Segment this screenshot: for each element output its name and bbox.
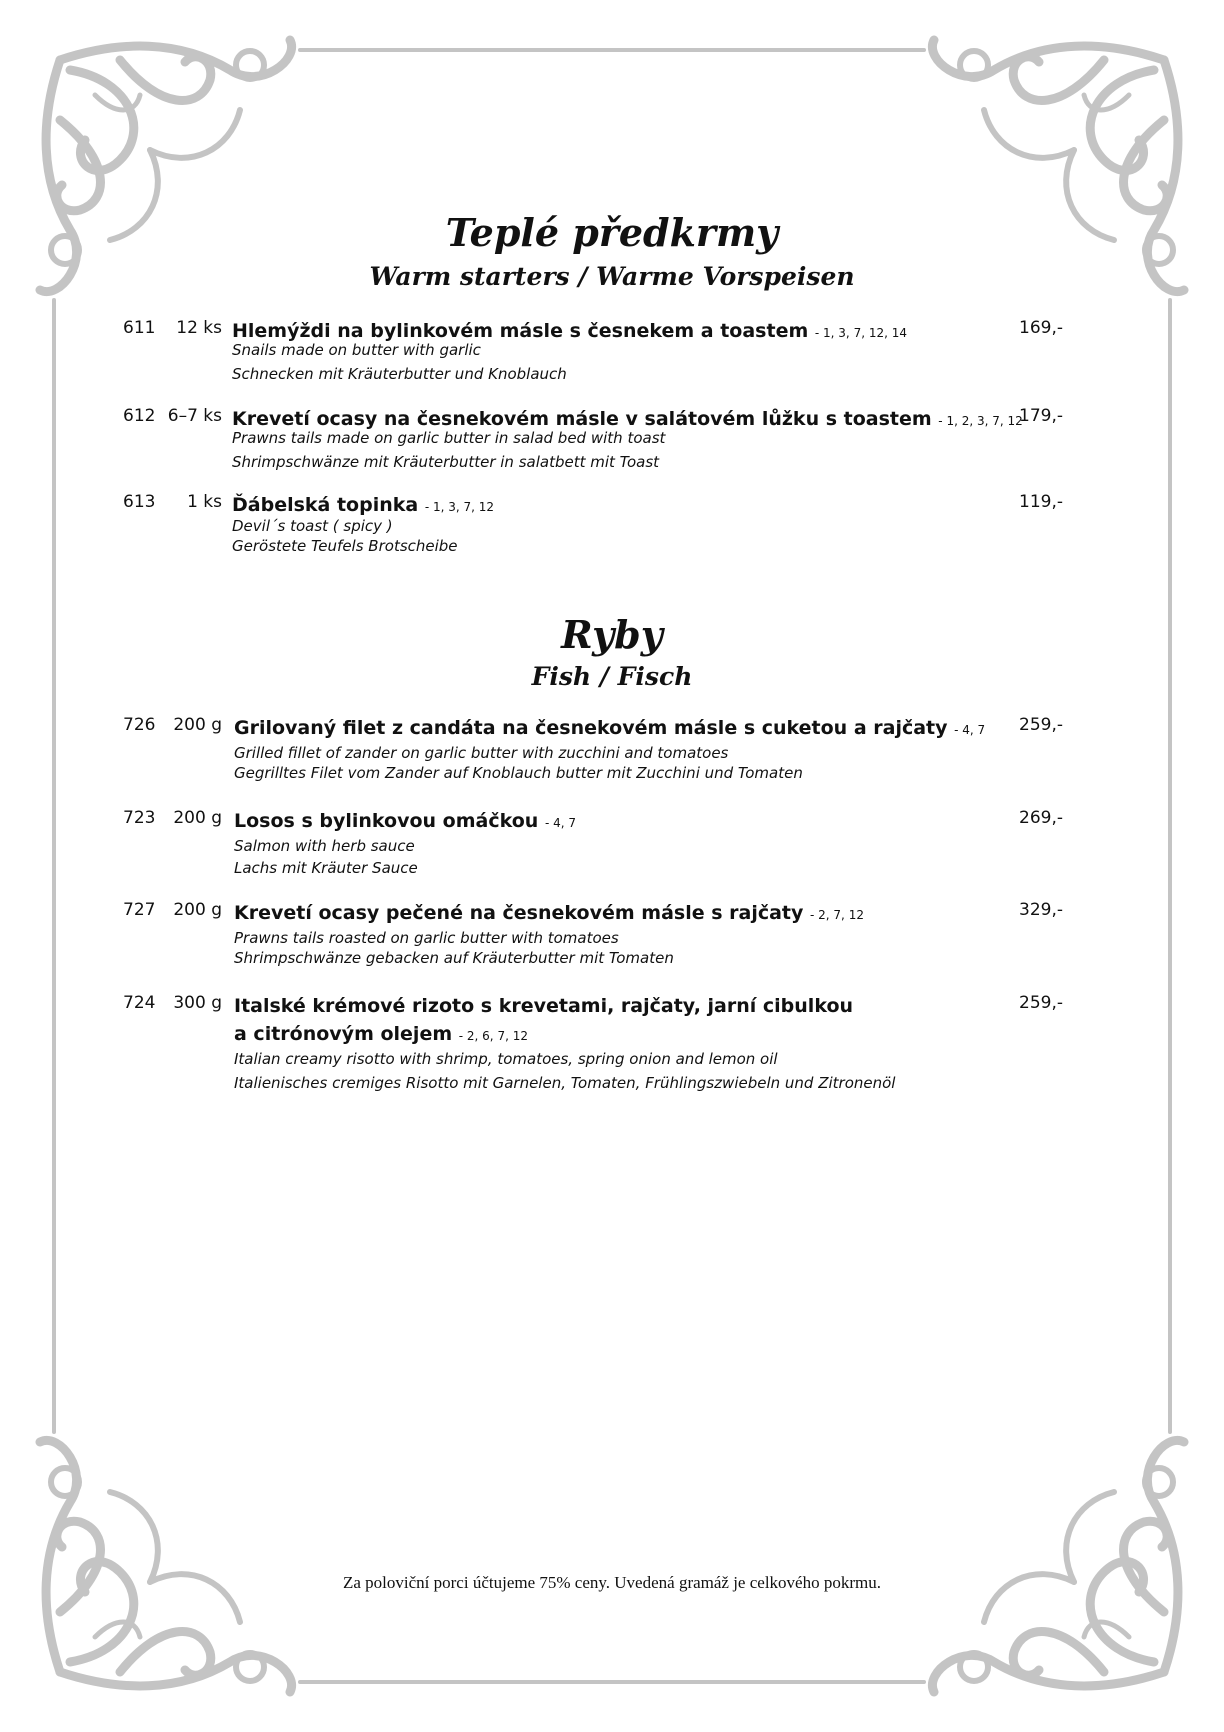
corner-ornament-bottom-right xyxy=(932,1440,1184,1692)
item-name: Krevetí ocasy na česnekovém másle v salátovém lůžku s toastem xyxy=(232,408,932,430)
item-name: Ďábelská topinka xyxy=(232,494,419,516)
item-name-line xyxy=(234,715,985,743)
item-price: 329,- xyxy=(1019,900,1063,920)
item-desc-en: Snails made on butter with garlic xyxy=(232,341,481,359)
item-code: 612 xyxy=(123,406,156,426)
item-name-line xyxy=(234,900,864,928)
item-portion: 1 ks xyxy=(187,492,222,512)
item-allergens: - 4, 7 xyxy=(544,816,576,830)
item-code: 724 xyxy=(123,993,156,1013)
item-code: 723 xyxy=(123,808,156,828)
item-name-continued: a citrónovým olejem xyxy=(234,1023,453,1045)
item-portion: 12 ks xyxy=(176,318,222,338)
item-name: Krevetí ocasy pečené na česnekovém másle s rajčaty xyxy=(234,902,804,924)
item-allergens: - 4, 7 xyxy=(954,723,986,737)
item-portion: 200 g xyxy=(173,715,222,735)
item-portion: 200 g xyxy=(173,808,222,828)
item-name: Hlemýždi na bylinkovém másle s česnekem a toastem xyxy=(232,320,809,342)
item-price: 169,- xyxy=(1019,318,1063,338)
item-code: 726 xyxy=(123,715,156,735)
item-code: 727 xyxy=(123,900,156,920)
section-title: Teplé předkrmy xyxy=(445,210,779,255)
item-name: Losos s bylinkovou omáčkou xyxy=(234,810,539,832)
footer-note: Za poloviční porci účtujeme 75% ceny. Uvedená gramáž je celkového pokrmu. xyxy=(343,1573,881,1592)
item-portion: 300 g xyxy=(173,993,222,1013)
item-allergens: - 2, 7, 12 xyxy=(810,908,864,922)
item-desc-en: Devil´s toast ( spicy ) xyxy=(232,517,393,535)
section-title: Ryby xyxy=(561,612,663,657)
item-name: Italské krémové rizoto s krevetami, rajčaty, jarní cibulkou xyxy=(234,995,854,1017)
item-portion: 6–7 ks xyxy=(167,406,222,426)
corner-ornament-bottom-left xyxy=(40,1440,292,1692)
item-allergens: - 1, 3, 7, 12, 14 xyxy=(814,326,907,340)
item-price: 259,- xyxy=(1019,993,1063,1013)
item-desc-de: Geröstete Teufels Brotscheibe xyxy=(232,537,458,555)
item-price: 269,- xyxy=(1019,808,1063,828)
item-desc-en: Italian creamy risotto with shrimp, tomatoes, spring onion and lemon oil xyxy=(234,1050,778,1068)
item-price: 119,- xyxy=(1019,492,1063,512)
item-desc-de: Italienisches cremiges Risotto mit Garnelen, Tomaten, Frühlingszwiebeln und Zitronenöl xyxy=(234,1074,896,1092)
item-desc-de: Shrimpschwänze mit Kräuterbutter in salatbett mit Toast xyxy=(232,453,660,471)
item-name: Grilovaný filet z candáta na česnekovém másle s cuketou a rajčaty xyxy=(234,717,948,739)
item-price: 179,- xyxy=(1019,406,1063,426)
item-desc-en: Grilled fillet of zander on garlic butter with zucchini and tomatoes xyxy=(234,744,729,762)
item-desc-en: Salmon with herb sauce xyxy=(234,837,415,855)
item-price: 259,- xyxy=(1019,715,1063,735)
item-desc-en: Prawns tails roasted on garlic butter with tomatoes xyxy=(234,929,619,947)
item-code: 613 xyxy=(123,492,156,512)
item-code: 611 xyxy=(123,318,156,338)
item-allergens: - 1, 2, 3, 7, 12 xyxy=(938,414,1023,428)
item-desc-de: Gegrilltes Filet vom Zander auf Knoblauch butter mit Zucchini und Tomaten xyxy=(234,764,803,782)
item-portion: 200 g xyxy=(173,900,222,920)
item-desc-en: Prawns tails made on garlic butter in salad bed with toast xyxy=(232,429,666,447)
item-allergens: - 2, 6, 7, 12 xyxy=(458,1029,528,1043)
section-subtitle: Fish / Fisch xyxy=(531,662,693,691)
item-name-line2 xyxy=(234,1021,528,1049)
item-name-line xyxy=(234,808,576,836)
item-desc-de: Lachs mit Kräuter Sauce xyxy=(234,859,418,877)
section-subtitle: Warm starters / Warme Vorspeisen xyxy=(369,262,855,291)
item-allergens: - 1, 3, 7, 12 xyxy=(424,500,495,514)
item-desc-de: Shrimpschwänze gebacken auf Kräuterbutter mit Tomaten xyxy=(234,949,674,967)
item-desc-de: Schnecken mit Kräuterbutter und Knoblauch xyxy=(232,365,567,383)
